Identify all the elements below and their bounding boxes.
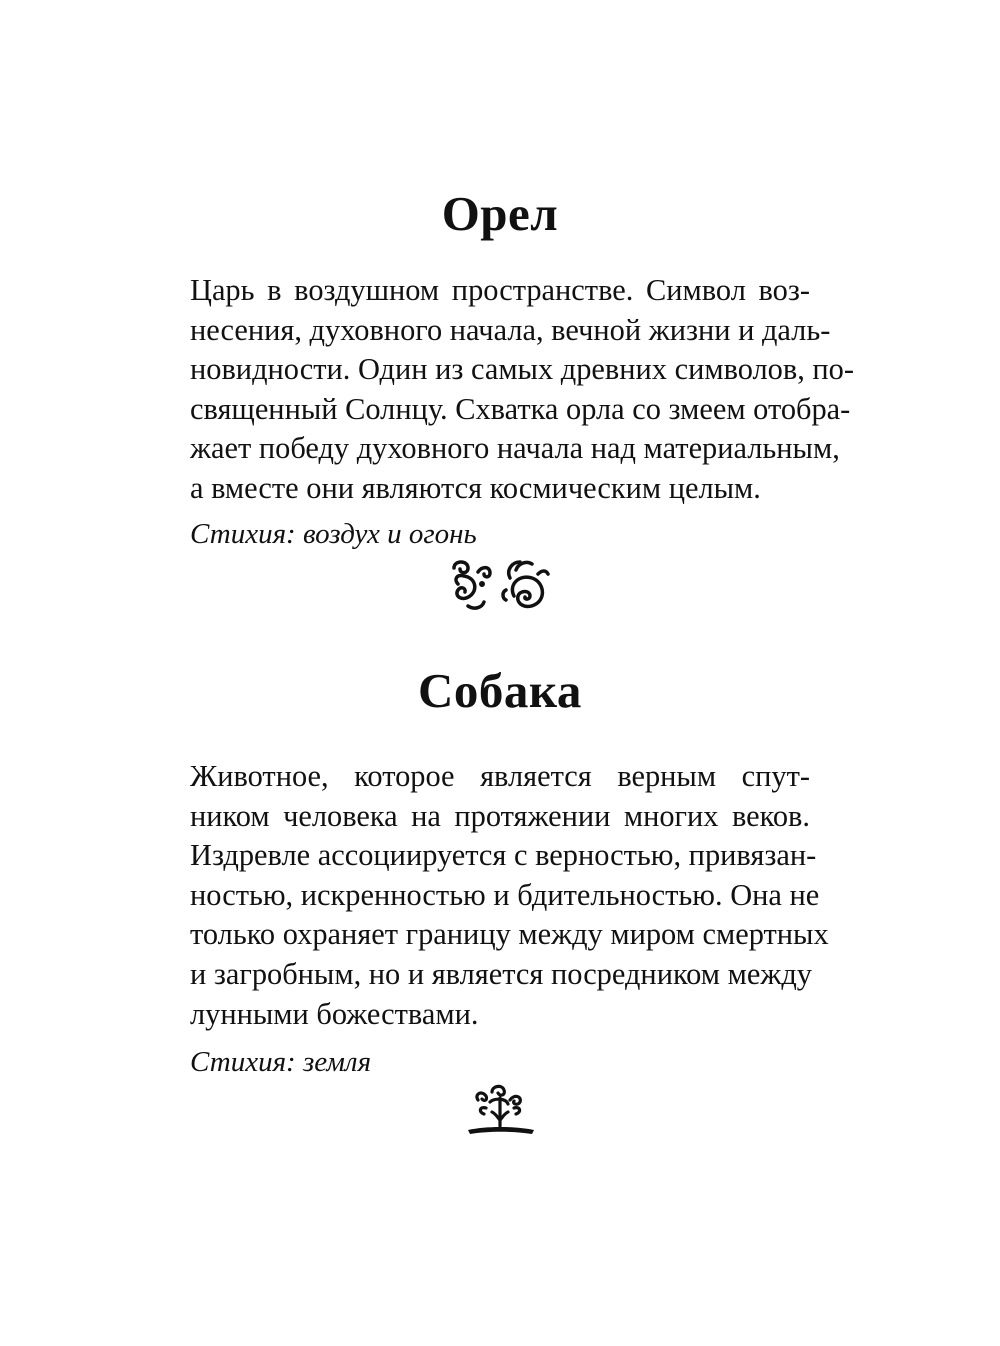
paragraph-line: Животное, которое является верным спут-	[190, 759, 810, 793]
paragraph-line: несения, духовного начала, вечной жизни и даль-	[190, 312, 831, 347]
paragraph-line: и загробным, но и является посредником между	[190, 956, 812, 991]
entry-paragraph	[190, 757, 829, 1034]
paragraph-line: только охраняет границу между миром смертных	[190, 917, 829, 952]
entry-title: Собака	[418, 663, 582, 718]
paragraph-line: Издревле ассоциируется с верностью, привязан-	[190, 838, 817, 873]
paragraph-line: жает победу духовного начала над материальным,	[190, 431, 840, 466]
element-label: Стихия: воздух и огонь	[190, 518, 477, 550]
air-and-fire-swirl-icon	[448, 556, 552, 616]
paragraph-line: лунными божествами.	[190, 996, 479, 1031]
paragraph-line: новидности. Один из самых древних символов, по-	[190, 352, 854, 387]
paragraph-line: ником человека на протяжении многих веков.	[190, 798, 810, 833]
paragraph-line: ностью, искренностью и бдительностью. Она не	[190, 877, 820, 912]
earth-tree-icon	[462, 1082, 538, 1140]
entry-paragraph	[190, 271, 854, 509]
paragraph-line: священный Солнцу. Схватка орла со змеем отобра-	[190, 391, 851, 426]
paragraph-line: а вместе они являются космическим целым.	[190, 470, 761, 505]
entry-title: Орел	[441, 186, 559, 241]
element-label: Стихия: земля	[190, 1046, 372, 1078]
paragraph-line: Царь в воздушном пространстве. Символ воз-	[190, 273, 810, 307]
